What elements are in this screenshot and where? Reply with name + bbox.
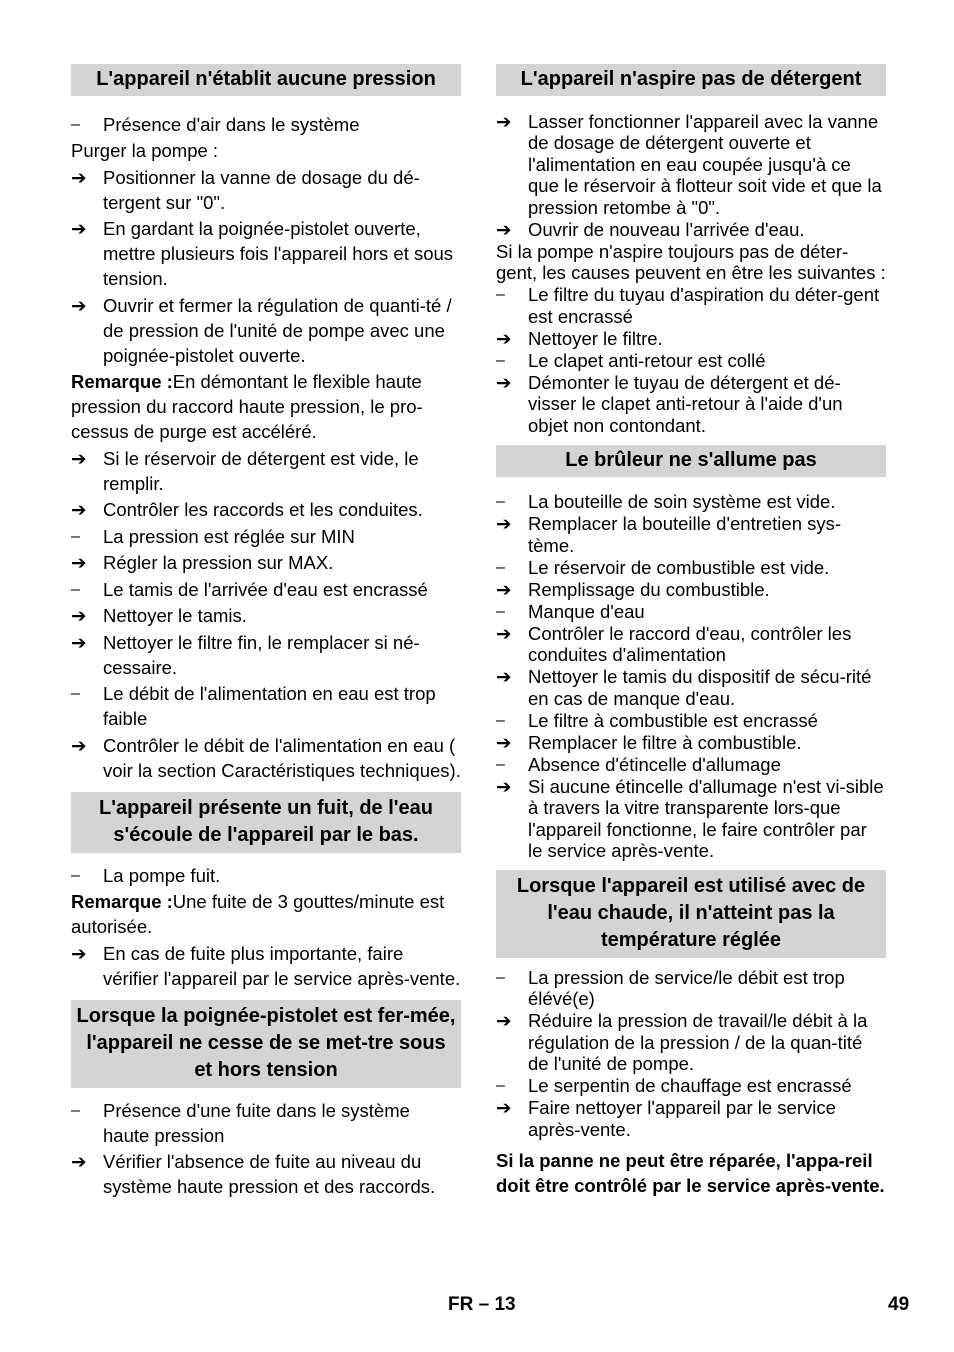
footer-section-label bbox=[448, 1294, 516, 1316]
footer-section: – 13 bbox=[478, 1294, 516, 1315]
arrow-icon: ➔ bbox=[496, 371, 512, 393]
dash-icon: – bbox=[496, 351, 505, 369]
list-item: – Absence d'étincelle d'allumage bbox=[496, 753, 781, 775]
arrow-icon: ➔ bbox=[71, 447, 87, 469]
note-label: Remarque : bbox=[71, 371, 173, 392]
arrow-icon: ➔ bbox=[496, 110, 512, 132]
list-item: – Le réservoir de combustible est vide. bbox=[496, 556, 830, 578]
right-column bbox=[496, 64, 886, 1199]
action-item: ➔ Démonter le tuyau de détergent et dé-visser le clapet anti-retour à l'aide d'un objet non contondant. bbox=[496, 371, 843, 436]
list-item: – Le tamis de l'arrivée d'eau est encrassé bbox=[71, 578, 428, 600]
action-item: ➔ Lasser fonctionner l'appareil avec la vanne de dosage de détergent ouverte et l'alimentation en eau coupée jusqu'à ce que le réservoir à flotteur soit vide et que la pression retombe à "0". bbox=[496, 110, 882, 218]
arrow-icon: ➔ bbox=[496, 578, 512, 600]
note-paragraph: Remarque :Une fuite de 3 gouttes/minute est autorisée. bbox=[71, 891, 445, 937]
arrow-icon: ➔ bbox=[496, 327, 512, 349]
dash-icon: – bbox=[71, 1101, 80, 1119]
dash-icon: – bbox=[71, 580, 80, 598]
arrow-icon: ➔ bbox=[496, 622, 512, 644]
dash-icon: – bbox=[496, 711, 505, 729]
arrow-icon: ➔ bbox=[496, 731, 512, 753]
arrow-icon: ➔ bbox=[71, 294, 87, 316]
list-item: – Présence d'air dans le système bbox=[71, 113, 360, 135]
arrow-icon: ➔ bbox=[496, 513, 512, 534]
arrow-icon: ➔ bbox=[496, 1010, 512, 1031]
list-item: – Présence d'une fuite dans le système haute pression bbox=[71, 1099, 410, 1146]
action-item: ➔ Ouvrir de nouveau l'arrivée d'eau. bbox=[496, 218, 805, 240]
note-paragraph: Remarque :En démontant le flexible haute pression du raccord haute pression, le pro-cessus de purge est accéléré. bbox=[71, 371, 423, 442]
paragraph: Si la pompe n'aspire toujours pas de déter-gent, les causes peuvent en être les suivantes : bbox=[496, 240, 886, 283]
dash-icon: – bbox=[71, 527, 80, 545]
page-number: 49 bbox=[888, 1294, 910, 1315]
action-item: ➔ En cas de fuite plus importante, faire vérifier l'appareil par le service après-vente. bbox=[71, 942, 461, 989]
action-item: ➔ Nettoyer le tamis. bbox=[71, 605, 247, 626]
list-item: – Manque d'eau bbox=[496, 600, 645, 622]
arrow-icon: ➔ bbox=[71, 499, 87, 520]
section-heading-cycling: Lorsque la poignée-pistolet est fer-mée, l'appareil ne cesse de se met-tre sous et hors tension bbox=[71, 1000, 461, 1088]
list-item: – Le clapet anti-retour est collé bbox=[496, 349, 766, 371]
arrow-icon: ➔ bbox=[71, 734, 87, 756]
list-item: – Le serpentin de chauffage est encrassé bbox=[496, 1075, 852, 1096]
arrow-icon: ➔ bbox=[71, 1151, 87, 1172]
action-item: ➔ Si aucune étincelle d'allumage n'est vi-sible à travers la vitre transparente lors-que l'appareil fonctionne, le faire contrôler par le service après-vente. bbox=[496, 775, 884, 861]
action-item: ➔ Remplacer le filtre à combustible. bbox=[496, 731, 802, 753]
note-label: Remarque : bbox=[71, 891, 173, 912]
arrow-icon: ➔ bbox=[496, 775, 512, 797]
arrow-icon: ➔ bbox=[71, 166, 87, 188]
arrow-icon: ➔ bbox=[71, 218, 87, 239]
action-item: ➔ Vérifier l'absence de fuite au niveau du système haute pression et des raccords. bbox=[71, 1151, 436, 1197]
action-item: ➔ Remplacer la bouteille d'entretien sys-tème. bbox=[496, 513, 842, 556]
left-column bbox=[71, 64, 461, 1201]
section-heading-leak: L'appareil présente un fuit, de l'eau s'écoule de l'appareil par le bas. bbox=[71, 792, 461, 853]
section-heading-no-detergent: L'appareil n'aspire pas de détergent bbox=[496, 64, 886, 96]
arrow-icon: ➔ bbox=[71, 942, 87, 964]
action-item: ➔ Régler la pression sur MAX. bbox=[71, 552, 334, 573]
paragraph: Purger la pompe : bbox=[71, 140, 219, 161]
action-item: ➔ Contrôler le raccord d'eau, contrôler les conduites d'alimentation bbox=[496, 622, 852, 665]
arrow-icon: ➔ bbox=[496, 1097, 512, 1118]
arrow-icon: ➔ bbox=[71, 631, 87, 653]
action-item: ➔ Réduire la pression de travail/le débit à la régulation de la pression / de la quan-tité de l'unité de pompe. bbox=[496, 1010, 868, 1074]
action-item: ➔ Nettoyer le filtre fin, le remplacer si né-cessaire. bbox=[71, 631, 420, 678]
action-item: ➔ Remplissage du combustible. bbox=[496, 578, 770, 600]
dash-icon: – bbox=[496, 286, 505, 303]
dash-icon: – bbox=[496, 493, 505, 510]
action-item: ➔ Nettoyer le filtre. bbox=[496, 327, 663, 349]
dash-icon: – bbox=[71, 866, 80, 884]
list-item: – Le filtre à combustible est encrassé bbox=[496, 709, 818, 731]
arrow-icon: ➔ bbox=[496, 218, 512, 240]
dash-icon: – bbox=[71, 685, 80, 702]
dash-icon: – bbox=[496, 1077, 505, 1094]
footer-lang: FR bbox=[448, 1294, 474, 1315]
final-note: Si la panne ne peut être réparée, l'appa-reil doit être contrôlé par le service après-vente. bbox=[496, 1150, 885, 1196]
section-heading-temperature: Lorsque l'appareil est utilisé avec de l'eau chaude, il n'atteint pas la température réglée bbox=[496, 870, 886, 958]
list-item: – La pression de service/le débit est trop élévé(e) bbox=[496, 966, 845, 1009]
action-item: ➔ Contrôler le débit de l'alimentation en eau ( voir la section Caractéristiques techniques). bbox=[71, 734, 461, 781]
arrow-icon: ➔ bbox=[71, 552, 87, 573]
dash-icon: – bbox=[496, 602, 505, 620]
action-item: ➔ Ouvrir et fermer la régulation de quanti-té / de pression de l'unité de pompe avec une poignée-pistolet ouverte. bbox=[71, 294, 452, 366]
list-item: – Le débit de l'alimentation en eau est trop faible bbox=[71, 683, 436, 729]
action-item: ➔ Contrôler les raccords et les conduites. bbox=[71, 499, 423, 520]
section-heading-burner: Le brûleur ne s'allume pas bbox=[496, 445, 886, 477]
dash-icon: – bbox=[496, 558, 505, 576]
dash-icon: – bbox=[71, 115, 80, 133]
dash-icon: – bbox=[496, 968, 505, 986]
action-item: ➔ Positionner la vanne de dosage du dé-tergent sur "0". bbox=[71, 166, 420, 213]
list-item: – La pression est réglée sur MIN bbox=[71, 525, 355, 547]
action-item: ➔ Faire nettoyer l'appareil par le service après-vente. bbox=[496, 1097, 836, 1140]
section-heading-no-pressure: L'appareil n'établit aucune pression bbox=[71, 64, 461, 96]
arrow-icon: ➔ bbox=[496, 666, 512, 687]
action-item: ➔ En gardant la poignée-pistolet ouverte, mettre plusieurs fois l'appareil hors et sous tension. bbox=[71, 218, 454, 289]
list-item: – Le filtre du tuyau d'aspiration du déter-gent est encrassé bbox=[496, 284, 880, 327]
action-item: ➔ Si le réservoir de détergent est vide, le remplir. bbox=[71, 447, 419, 494]
arrow-icon: ➔ bbox=[71, 605, 87, 626]
list-item: – La pompe fuit. bbox=[71, 864, 221, 886]
action-item: ➔ Nettoyer le tamis du dispositif de sécu-rité en cas de manque d'eau. bbox=[496, 666, 872, 709]
dash-icon: – bbox=[496, 755, 505, 773]
list-item: – La bouteille de soin système est vide. bbox=[496, 491, 836, 512]
